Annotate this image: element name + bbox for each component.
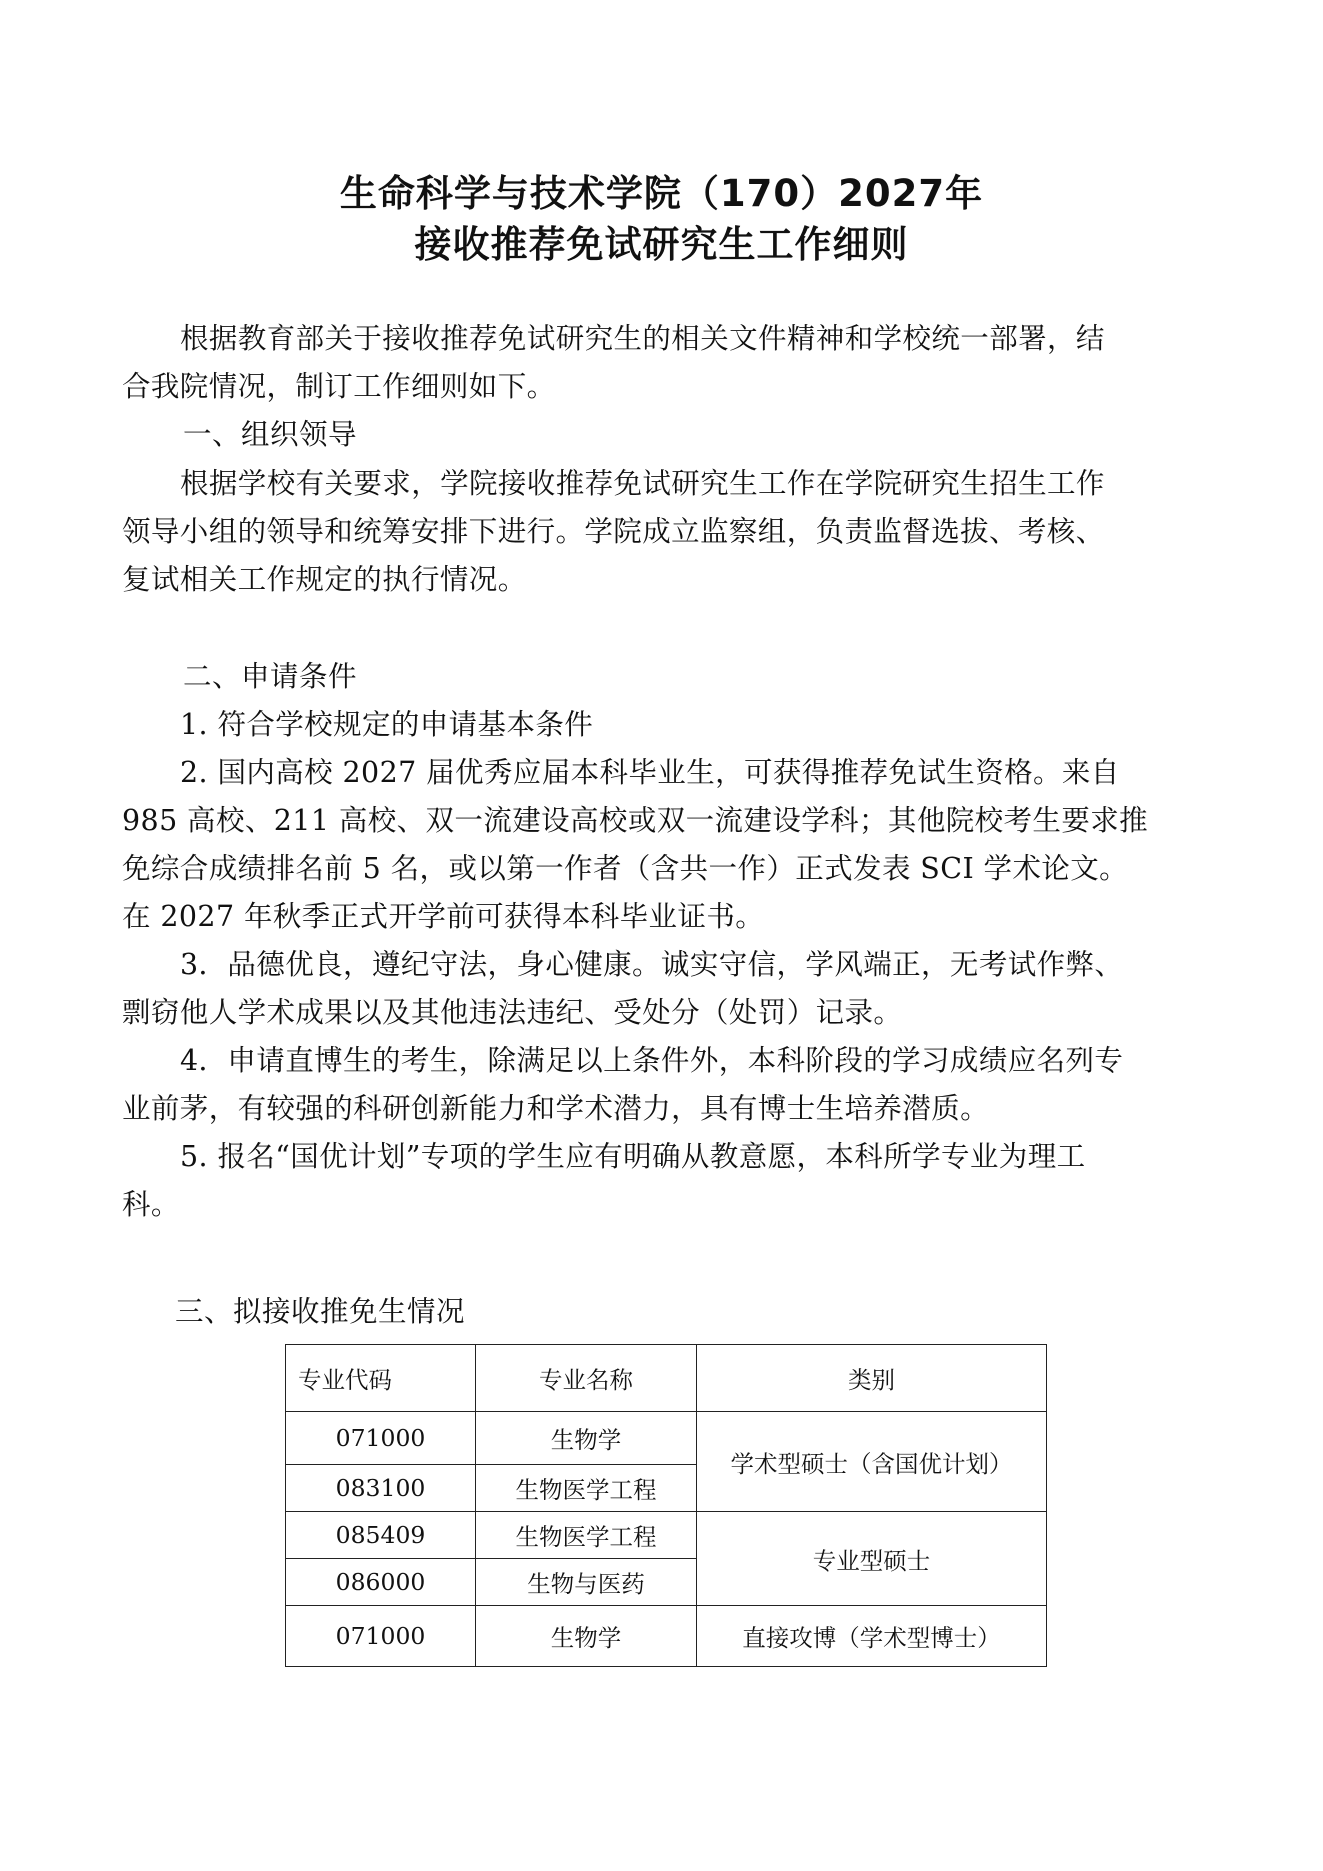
intro-line-1: 根据教育部关于接收推荐免试研究生的相关文件精神和学校统一部署，结: [180, 322, 1105, 355]
header-category: 类别: [697, 1345, 1047, 1412]
major-name: 生物医学工程: [476, 1465, 697, 1512]
major-code: 085409: [286, 1512, 476, 1559]
table-row: [286, 1512, 1047, 1559]
major-code: 071000: [286, 1606, 476, 1667]
requirement-2-line-3: 免综合成绩排名前 5 名，或以第一作者（含共一作）正式发表 SCI 学术论文。: [122, 852, 1129, 885]
category: 学术型硕士（含国优计划）: [697, 1412, 1047, 1512]
title-line-1: 生命科学与技术学院（170）2027年: [339, 172, 984, 215]
requirement-4-line-2: 业前茅，有较强的科研创新能力和学术潜力，具有博士生培养潜质。: [122, 1092, 990, 1125]
table-header-row: [286, 1345, 1047, 1412]
requirement-5-line-2: 科。: [122, 1188, 180, 1221]
requirement-4-line-1: 4．申请直博生的考生，除满足以上条件外，本科阶段的学习成绩应名列专: [180, 1044, 1124, 1077]
requirement-5-line-1: 5. 报名“国优计划”专项的学生应有明确从教意愿，本科所学专业为理工: [180, 1140, 1086, 1173]
major-code: 083100: [286, 1465, 476, 1512]
major-name: 生物与医药: [476, 1559, 697, 1606]
requirement-2-line-2: 985 高校、211 高校、双一流建设高校或双一流建设学科；其他院校考生要求推: [122, 804, 1149, 837]
header-major-code: 专业代码: [286, 1345, 476, 1412]
section-1-line-3: 复试相关工作规定的执行情况。: [122, 563, 527, 596]
category: 专业型硕士: [697, 1512, 1047, 1606]
table-row: [286, 1412, 1047, 1465]
requirement-2-line-4: 在 2027 年秋季正式开学前可获得本科毕业证书。: [122, 900, 765, 933]
requirement-1: 1. 符合学校规定的申请基本条件: [180, 708, 594, 741]
section-1-line-1: 根据学校有关要求，学院接收推荐免试研究生工作在学院研究生招生工作: [180, 467, 1105, 500]
section-3-heading: 三、拟接收推免生情况: [175, 1295, 466, 1328]
major-name: 生物医学工程: [476, 1512, 697, 1559]
major-code: 071000: [286, 1412, 476, 1465]
section-2-heading: 二、申请条件: [183, 660, 358, 693]
header-major-name: 专业名称: [476, 1345, 697, 1412]
title-line-2: 接收推荐免试研究生工作细则: [414, 223, 909, 266]
admission-table: [285, 1344, 1047, 1667]
section-1-line-2: 领导小组的领导和统筹安排下进行。学院成立监察组，负责监督选拔、考核、: [122, 515, 1105, 548]
major-name: 生物学: [476, 1606, 697, 1667]
category: 直接攻博（学术型博士）: [697, 1606, 1047, 1667]
major-name: 生物学: [476, 1412, 697, 1465]
requirement-3-line-1: 3．品德优良，遵纪守法，身心健康。诚实守信，学风端正，无考试作弊、: [180, 948, 1124, 981]
intro-line-2: 合我院情况，制订工作细则如下。: [122, 370, 556, 403]
table-row: [286, 1606, 1047, 1667]
requirement-2-line-1: 2. 国内高校 2027 届优秀应届本科毕业生，可获得推荐免试生资格。来自: [180, 756, 1120, 789]
requirement-3-line-2: 剽窃他人学术成果以及其他违法违纪、受处分（处罚）记录。: [122, 996, 903, 1029]
section-1-heading: 一、组织领导: [183, 418, 358, 451]
major-code: 086000: [286, 1559, 476, 1606]
